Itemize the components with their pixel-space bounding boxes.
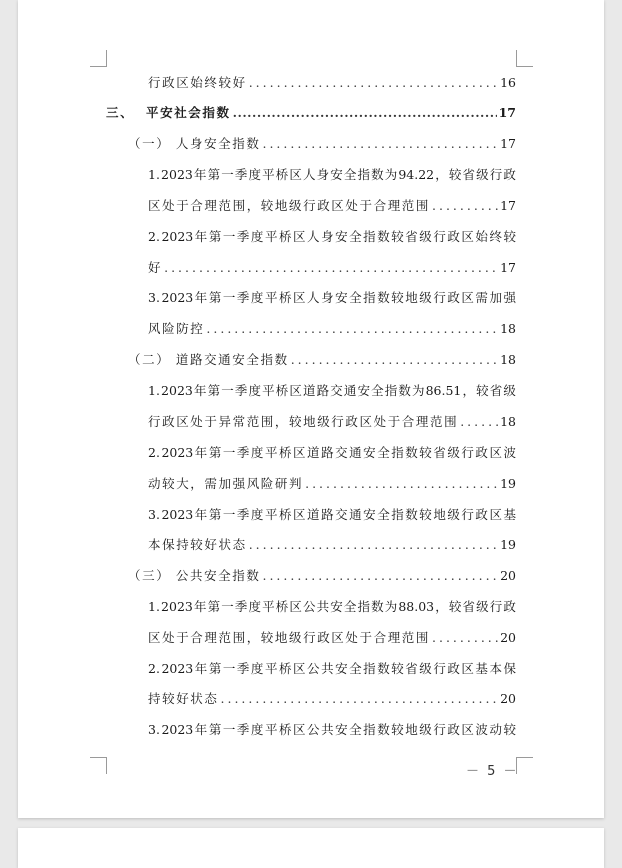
leader-dots: [305, 474, 498, 494]
crop-mark-bottom-right: [516, 757, 533, 774]
leader-dots: [291, 350, 498, 370]
leader-dots: [164, 258, 498, 278]
leader-dots: [206, 319, 498, 339]
leader-dots: [249, 73, 498, 93]
toc-page-number: 20: [500, 691, 516, 706]
crop-mark-top-right: [516, 50, 533, 67]
toc-page-number: 17: [500, 136, 516, 151]
leader-dots: [262, 134, 498, 154]
leader-dots: [233, 103, 497, 123]
toc-entry[interactable]: 风险防控 ..... 18: [148, 319, 516, 339]
next-document-page: [18, 828, 604, 868]
toc-page-number: 18: [500, 352, 516, 367]
leader-dots: [432, 628, 498, 648]
toc-page-number: 17: [500, 260, 516, 275]
toc-entry[interactable]: 行政区处于异常范围，较地级行政区处于合理范围 ..... 18: [148, 412, 516, 432]
toc-page-number: 17: [498, 105, 516, 120]
toc-entry[interactable]: 2. 2023 年 第 一 季 度 平 桥 区 人 身 安 全 指 数 较 省 级 行 政 区 始 终 较: [148, 229, 516, 244]
leader-dots: [262, 566, 498, 586]
toc-page-number: 18: [500, 321, 516, 336]
toc-page-number: 16: [500, 75, 516, 90]
toc-entry[interactable]: 3. 2023 年 第 一 季 度 平 桥 区 道 路 交 通 安 全 指 数 较 地 级 行 政 区 基: [148, 507, 516, 522]
toc-subsection-entry[interactable]: （二） 道路交通安全指数 ..... 18: [128, 350, 516, 370]
toc-page-number: 20: [500, 630, 516, 645]
leader-dots: [460, 412, 498, 432]
toc-page-number: 19: [500, 537, 516, 552]
toc-entry[interactable]: 3. 2023 年 第 一 季 度 平 桥 区 公 共 安 全 指 数 较 地 级 行 政 区 波 动 较: [148, 722, 516, 737]
leader-dots: [221, 689, 499, 709]
toc-entry[interactable]: 区处于合理范围，较地级行政区处于合理范围 ..... 20: [148, 628, 516, 648]
toc-entry[interactable]: 好 ..... 17: [148, 258, 516, 278]
section-title: 平安社会指数: [146, 105, 231, 120]
toc-page-number: 19: [500, 476, 516, 491]
toc-entry[interactable]: 本保持较好状态 ..... 19: [148, 535, 516, 555]
toc-entry[interactable]: 1. 2023 年 第 一 季 度 平 桥 区 公 共 安 全 指 数 为 88.03 ， 较 省 级 行 政: [148, 599, 516, 614]
toc-section-entry[interactable]: [106, 103, 516, 123]
leader-dots: [432, 196, 498, 216]
leader-dots: [249, 535, 498, 555]
toc-entry[interactable]: 3. 2023 年 第 一 季 度 平 桥 区 人 身 安 全 指 数 较 地 级 行 政 区 需 加 强: [148, 290, 516, 305]
crop-mark-top-left: [90, 50, 107, 67]
toc-entry[interactable]: 持较好状态 ..... 20: [148, 689, 516, 709]
toc-page-number: 17: [500, 198, 516, 213]
toc-entry[interactable]: 动较大，需加强风险研判 ..... 19: [148, 474, 516, 494]
page-number-footer: － 5 －: [466, 764, 519, 779]
document-page: [18, 0, 604, 818]
toc-entry[interactable]: 2. 2023 年 第 一 季 度 平 桥 区 公 共 安 全 指 数 较 省 级 行 政 区 基 本 保: [148, 661, 516, 676]
toc-entry[interactable]: 行政区始终较好 ..... 16: [148, 73, 516, 93]
toc-subsection-entry[interactable]: （一） 人身安全指数 ..... 17: [128, 134, 516, 154]
toc-subsection-entry[interactable]: （三） 公共安全指数 ..... 20: [128, 566, 516, 586]
toc-page-number: 20: [500, 568, 516, 583]
toc-entry[interactable]: 2. 2023 年 第 一 季 度 平 桥 区 道 路 交 通 安 全 指 数 较 省 级 行 政 区 波: [148, 445, 516, 460]
section-number: 三、: [106, 105, 135, 120]
toc-page-number: 18: [500, 414, 516, 429]
toc-entry[interactable]: 1. 2023 年 第 一 季 度 平 桥 区 道 路 交 通 安 全 指 数 为 86.51 ， 较 省 级: [148, 383, 516, 398]
crop-mark-bottom-left: [90, 757, 107, 774]
toc-entry[interactable]: 区处于合理范围，较地级行政区处于合理范围 ..... 17: [148, 196, 516, 216]
toc-entry[interactable]: 1. 2023 年 第 一 季 度 平 桥 区 人 身 安 全 指 数 为 94.22 ， 较 省 级 行 政: [148, 167, 516, 182]
